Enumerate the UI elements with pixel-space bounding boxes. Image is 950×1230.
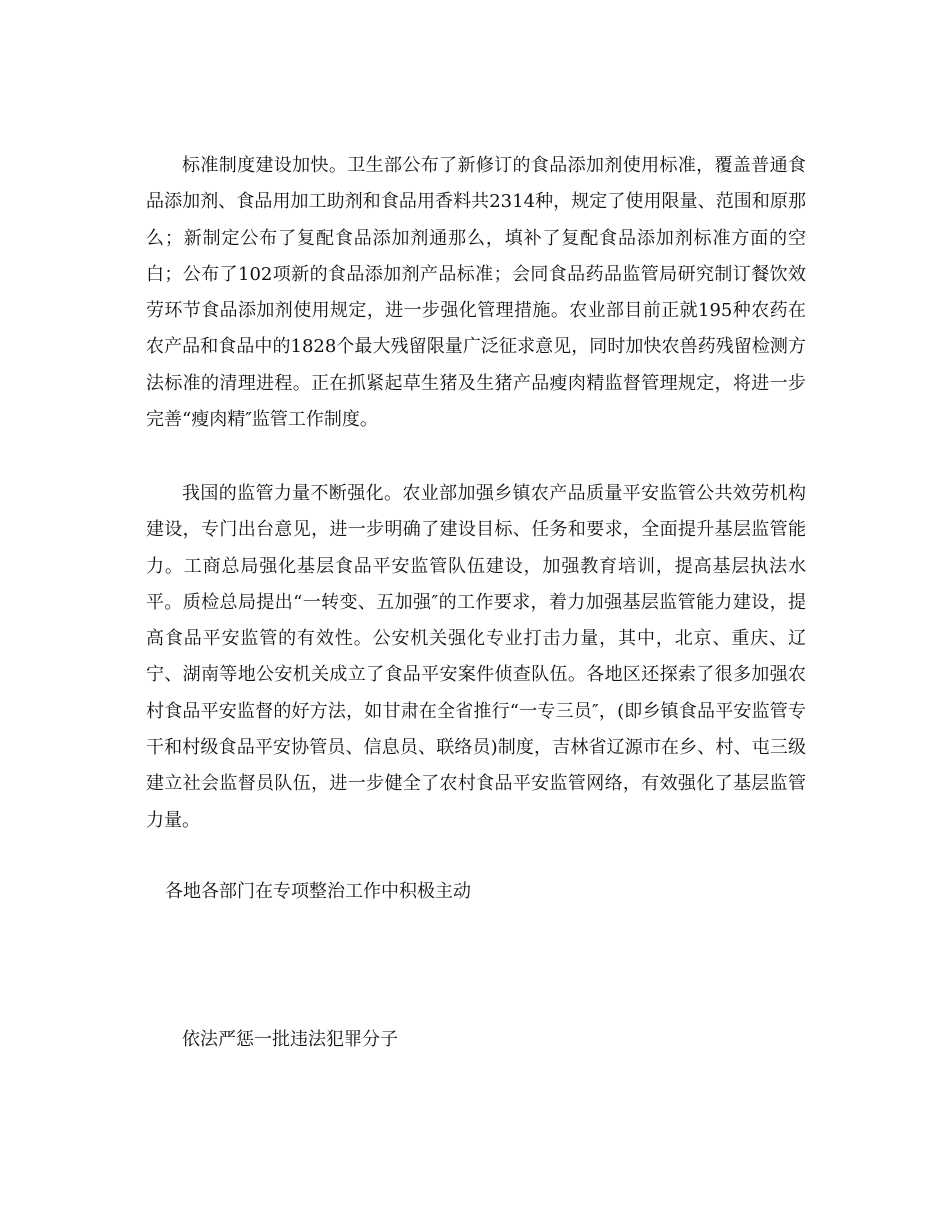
body-paragraph-supervision: 我国的监管力量不断强化。农业部加强乡镇农产品质量平安监管公共效劳机构建设，专门出台意见，进一步明确了建设目标、任务和要求，全面提升基层监管能力。工商总局强化基层食品平安监管队伍建设，加强教育培训，提高基层执法水平。质检总局提出“一转变、五加强″的工作要求，着力加强基层监管能力建设，提高食品平安监管的有效性。公安机关强化专业打击力量，其中，北京、重庆、辽宁、湖南等地公安机关成立了食品平安案件侦查队伍。各地区还探索了很多加强农村食品平安监督的好方法，如甘肃在全省推行“一专三员″，(即乡镇食品平安监管专干和村级食品平安协管员、信息员、联络员)制度，吉林省辽源市在乡、村、屯三级建立社会监督员队伍，进一步健全了农村食品平安监管网络，有效强化了基层监管力量。	[146, 483, 806, 831]
section-heading-punishment: 依法严惩一批违法犯罪分子	[182, 1029, 398, 1050]
section-heading-rectification: 各地各部门在专项整治工作中积极主动	[165, 881, 471, 902]
body-paragraph-standards: 标准制度建设加快。卫生部公布了新修订的食品添加剂使用标准，覆盖普通食品添加剂、食品用加工助剂和食品用香料共2314种，规定了使用限量、范围和原那么；新制定公布了复配食品添加剂通那么，填补了复配食品添加剂标准方面的空白；公布了102项新的食品添加剂产品标准；会同食品药品监管局研究制订餐饮效劳环节食品添加剂使用规定，进一步强化管理措施。农业部目前正就195种农药在农产品和食品中的1828个最大残留限量广泛征求意见，同时加快农兽药残留检测方法标准的清理进程。正在抓紧起草生猪及生猪产品瘦肉精监督管理规定，将进一步完善“瘦肉精″监管工作制度。	[146, 155, 806, 431]
